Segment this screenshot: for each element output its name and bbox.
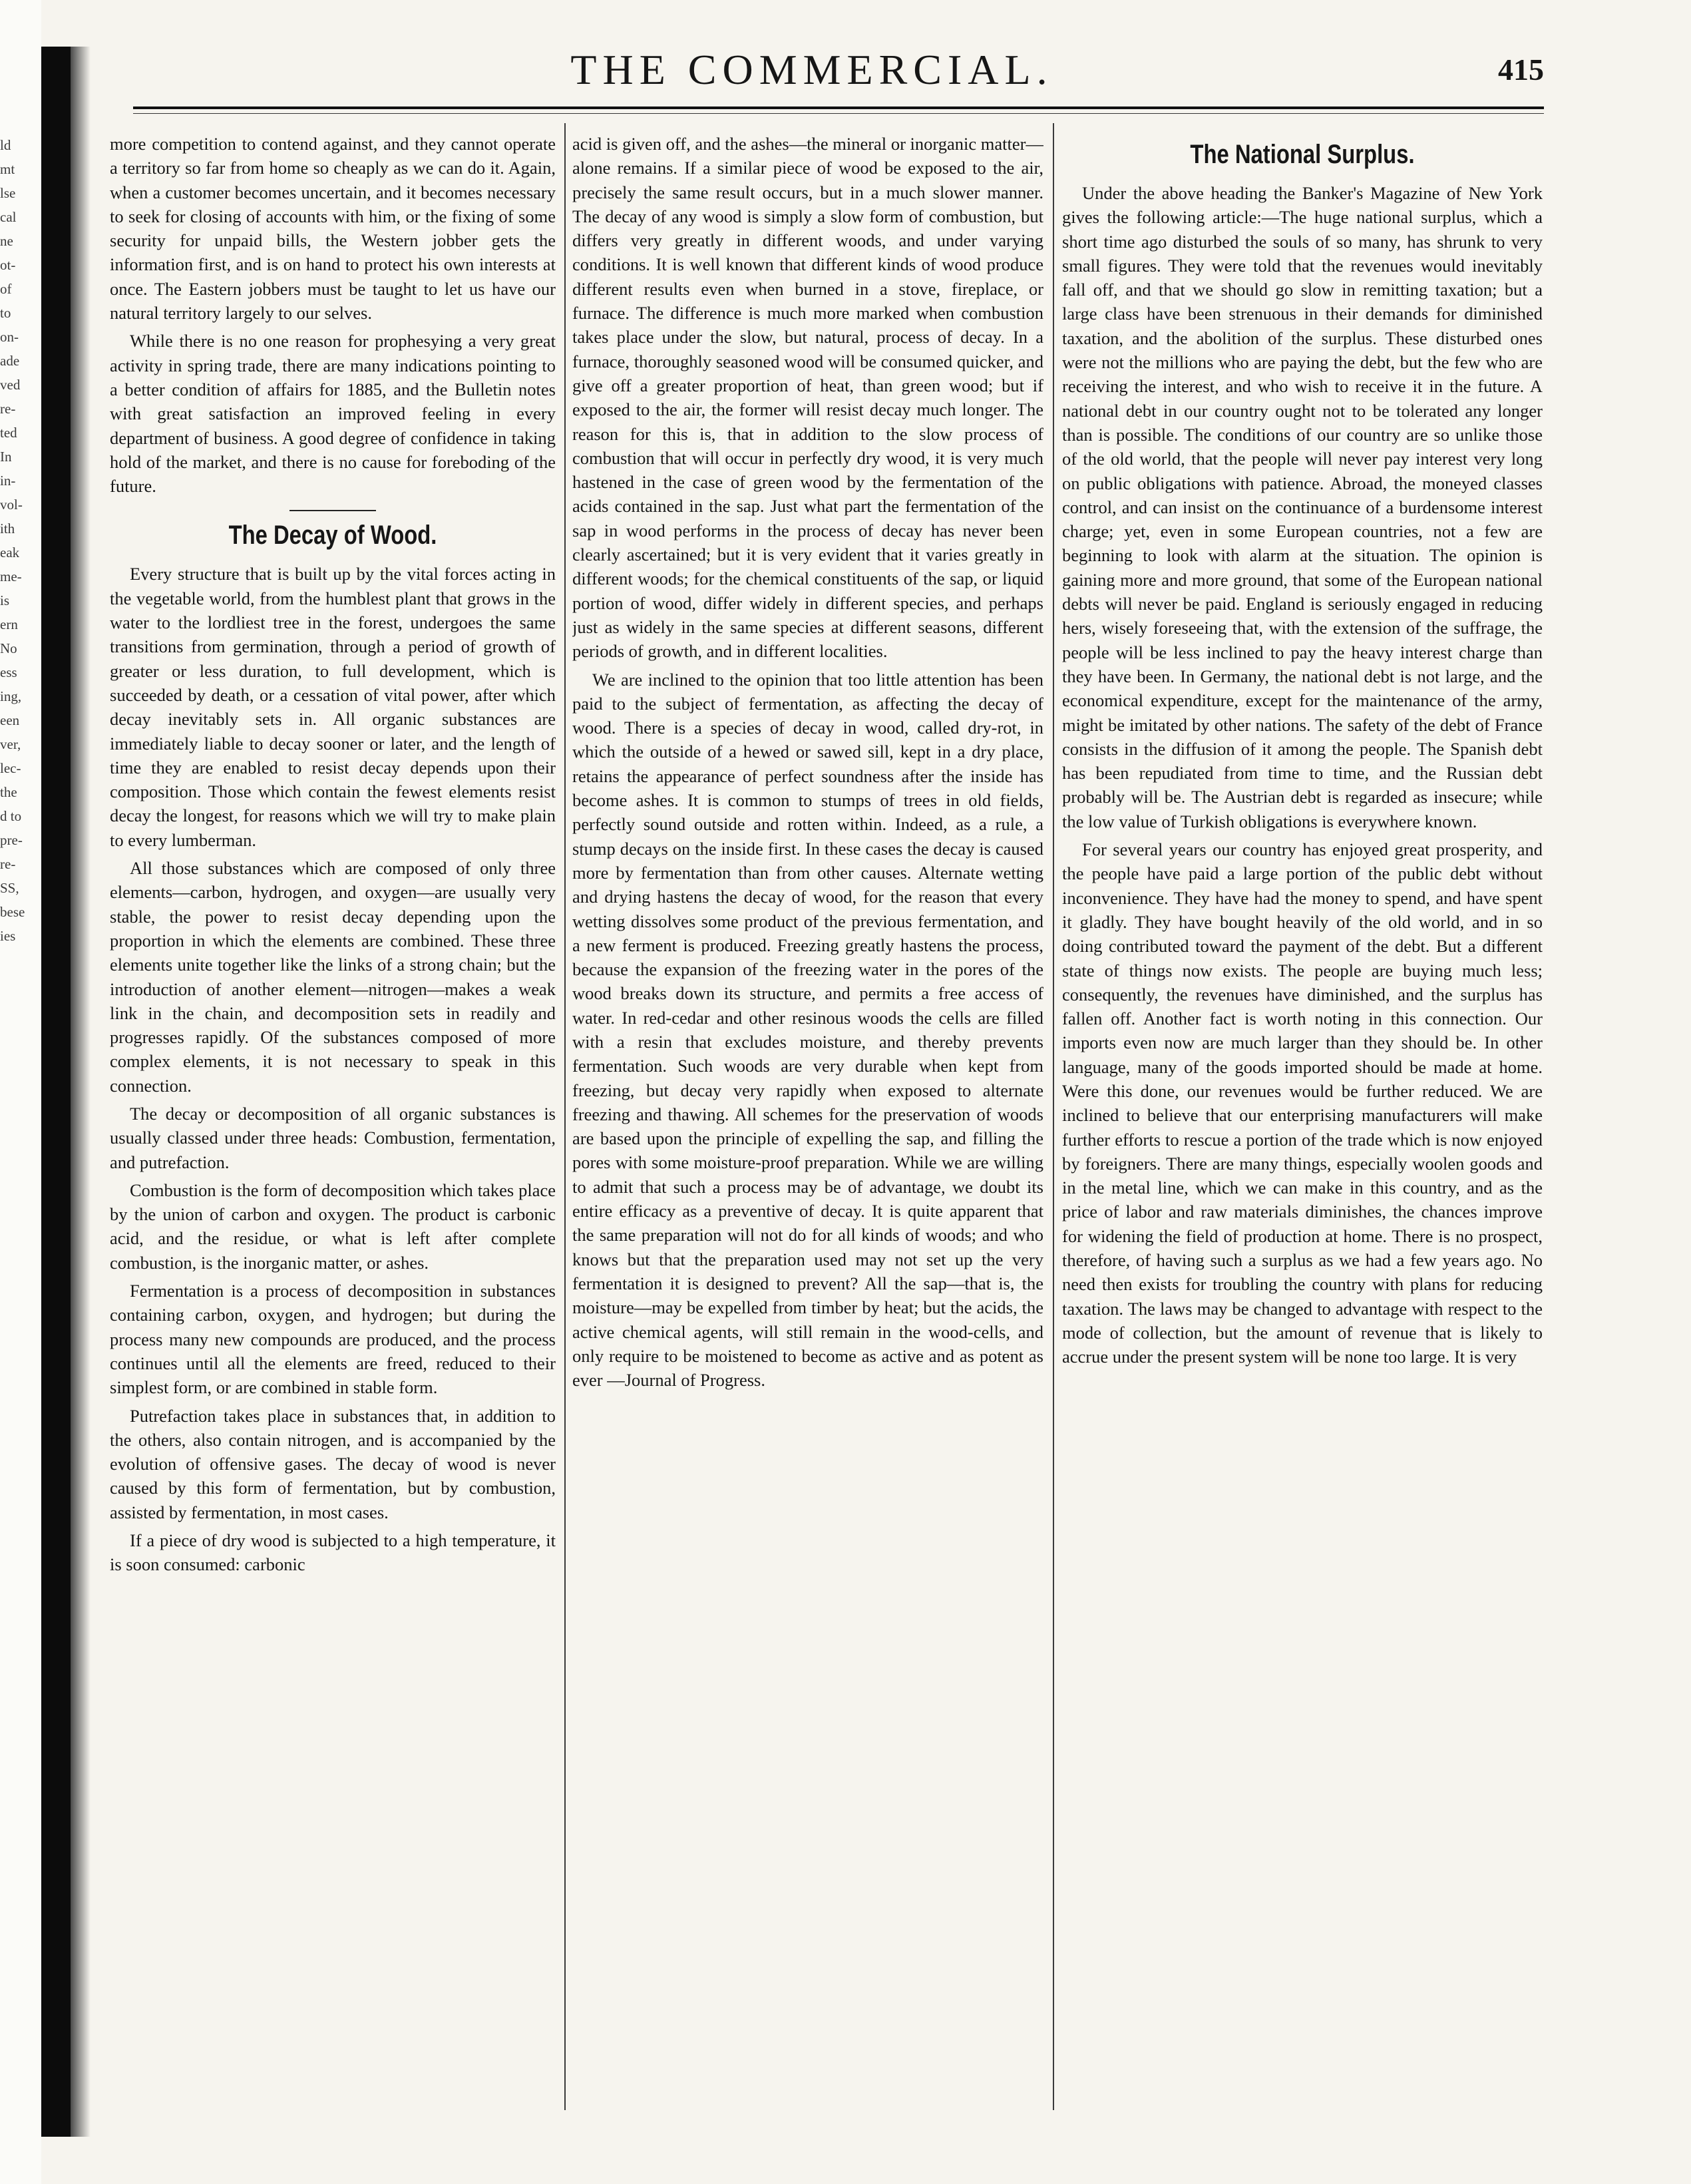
- gutter-fragment: ved: [0, 377, 21, 393]
- gutter-fragment: SS,: [0, 880, 19, 896]
- gutter-fragment: on-: [0, 329, 19, 345]
- article-headline-national-surplus: The National Surplus.: [1190, 140, 1415, 169]
- gutter-fragment: to: [0, 305, 11, 321]
- paragraph: Under the above heading the Banker's Magazine of New York gives the following article:—The huge national surplus, which a short time ago disturbed the souls of so many, has shrunk to very small figures. They were told that the revenues would inevitably fall off, and that we should go slow in remitting taxation; but a large class have been strenuous in their demands for diminished taxation, and the abolition of the surplus. These disturbed ones were not the millions who are paying the debt, but the few who are receiving the interest, and who wish to receive it in the future. A national debt in our country ought not to be tolerated any longer than is possible. The conditions of our country are so unlike those of the old world, that the people will never pay interest very long on public obligations with patience. Abroad, the moneyed classes control, and can insist on the continuance of a burdensome interest charge; yet, even in some European countries, not a few are beginning to look with alarm at the situation. The opinion is gaining more and more ground, that some of the European national debts will never be paid. England is seriously engaged in reducing hers, wisely foreseeing that, with the extension of the suffrage, the people will be less inclined to pay the heavy interest charge than they have been. In Germany, the national debt is not large, and the economical expenditure, except for the maintenance of the army, might be imitated by other nations. The safety of the debt of France consists in the diffusion of it among the people. The Spanish debt has been repudiated from time to time, and the Russian debt probably will be. The Austrian debt is regarded as insecure; while the low value of Turkish obligations is everywhere known.: [1062, 183, 1543, 831]
- header-rule: [133, 107, 1544, 109]
- column-divider: [564, 123, 566, 2110]
- column-3: [1062, 132, 1543, 2129]
- gutter-fragment: in-: [0, 473, 16, 489]
- gutter-fragment: vol-: [0, 497, 23, 513]
- binding-shadow: [41, 47, 71, 2137]
- gutter-fragment: ld: [0, 137, 11, 153]
- gutter-fragment: ade: [0, 353, 20, 369]
- gutter-fragment: ver,: [0, 736, 21, 752]
- paragraph: We are inclined to the opinion that too little attention has been paid to the subject of fermentation, as affecting the decay of wood. There is a species of decay in wood, called dry-rot, in which the outside of a hewed or sawed sill, kept in a dry place, retains the appearance of perfect soundness after the inside has become ashes. It is common to stumps of trees in old fields, perfectly sound outside and rotten within. Indeed, as a rule, a stump decays on the inside first. In these cases the decay is caused more by fermentation than from other causes. Alternate wetting and drying hastens the decay of wood, for the reason that every wetting dissolves some product of the previous fermentation, and a new ferment is produced. Freezing greatly hastens the process, because the expansion of the freezing water in the pores of the wood breaks down its structure, and permits a free access of water. In red-cedar and other resinous woods the cells are filled with a resin that excludes moisture, and thereby prevents fermentation. Such woods are very durable when kept from freezing, but decay very rapidly when exposed to alternate freezing and thawing. All schemes for the preservation of woods are based upon the principle of expelling the sap, and filling the pores with some moisture-proof preparation. While we are willing to admit that such a process may be of advantage, we doubt its entire efficacy as a preventive of decay. It is quite apparent that the same preparation will not do for all kinds of woods; and who knows but that the preparation used may not set up the very fermentation it is designed to prevent? All the sap—that is, the moisture—may be expelled from timber by heat; but the acids, the active chemical agents, will still remain in the wood-cells, and only require to be moistened to become as active and as potent as ever —Journal of Progress.: [572, 669, 1043, 1391]
- gutter-fragment: No: [0, 640, 17, 656]
- gutter-fragment: ith: [0, 521, 15, 537]
- binding-fade: [71, 47, 91, 2137]
- paragraph: If a piece of dry wood is subjected to a high temperature, it is soon consumed: carbonic: [110, 1530, 556, 1575]
- paragraph: While there is no one reason for prophesying a very great activity in spring trade, there are many indications pointing to a better condition of affairs for 1885, and the Bulletin notes with great satisfaction an improved feeling in every department of business. A good degree of confidence in taking hold of the market, and there is no cause for foreboding of the future.: [110, 331, 556, 497]
- gutter-fragment: of: [0, 281, 12, 297]
- gutter-fragment: ess: [0, 664, 17, 680]
- paragraph: more competition to contend against, and they cannot operate a territory so far from home so cheaply as we can do it. Again, when a customer becomes uncertain, and it becomes necessary to seek for closing of accounts with him, or the fixing of some security for unpaid bills, the Western jobber gets the information first, and is on hand to protect his own interests at once. The Eastern jobbers must be taught to let us have our natural territory largely to our selves.: [110, 134, 556, 324]
- paragraph: Putrefaction takes place in substances that, in addition to the others, also contain nitrogen, and is accompanied by the evolution of offensive gases. The decay of wood is never caused by this form of fermentation, but by combustion, assisted by fermentation, in most cases.: [110, 1405, 556, 1522]
- paragraph: For several years our country has enjoyed great prosperity, and the people have paid a large portion of the public debt without inconvenience. They have had the money to spend, and have spent it gladly. They have bought heavily of the old world, and in so doing contributed toward the payment of the debt. But a different state of things now exists. The people are buying much less; consequently, the revenues have diminished, and the surplus has fallen off. Another fact is worth noting in this connection. Our imports even now are much larger than they should be. In other language, many of the goods imported should be made at home. Were this done, our revenues would be further reduced. We are inclined to believe that our enterprising manufacturers will make further efforts to rescue a portion of the trade which is now enjoyed by foreigners. There are many things, especially woolen goods and in the metal line, which we can make in this country, and as the price of labor and raw materials diminishes, the chances improve for widening the field of production at home. There is no prospect, therefore, of having such a surplus as we had a few years ago. No need then exists for troubling the country with plans for reducing taxation. The laws may be changed to advantage with respect to the mode of collection, but the amount of revenue that is likely to accrue under the present system will be none too large. It is very: [1062, 839, 1543, 1367]
- gutter-fragment: pre-: [0, 832, 23, 848]
- gutter-fragment: een: [0, 712, 20, 728]
- gutter-fragment: re-: [0, 856, 16, 872]
- gutter-fragment: bese: [0, 904, 25, 920]
- page-header: [133, 40, 1544, 100]
- article-headline-decay-of-wood: The Decay of Wood.: [228, 521, 437, 550]
- gutter-fragment: ern: [0, 616, 18, 632]
- page-number: 415: [1498, 53, 1544, 87]
- paragraph: acid is given off, and the ashes—the mineral or inorganic matter—alone remains. If a similar piece of wood be exposed to the air, precisely the same result occurs, but in a much slower manner. The decay of any wood is simply a slow form of combustion, but differs very greatly in different woods, and under varying conditions. It is well known that different kinds of wood produce different results even when burned in a stove, fireplace, or furnace. The difference is much more marked when combustion takes place under the slow, but natural, process of decay. In a furnace, thoroughly seasoned wood will be consumed quicker, and give off a greater proportion of heat, than green wood; but if exposed to the air, the former will resist decay much longer. The reason for this is, that in addition to the slow process of combustion that will occur in perfectly dry wood, it is very much hastened in the case of green wood by the fermentation of the acids contained in the sap. Just what part the fermentation of the sap in wood performs in the process of decay has never been clearly ascertained; but it is very evident that it varies greatly in different woods; for the chemical constituents of the sap, or liquid portion of wood, differ widely in different species, and perhaps just as widely in the same species at different seasons, different periods of growth, and in different localities.: [572, 134, 1043, 662]
- gutter-fragment: d to: [0, 808, 22, 824]
- gutter-fragment: eak: [0, 545, 20, 560]
- gutter-fragment: ot-: [0, 257, 16, 273]
- gutter-fragment: is: [0, 592, 10, 608]
- gutter-fragment: ne: [0, 233, 13, 249]
- gutter-fragment: ies: [0, 928, 16, 944]
- column-2: [572, 132, 1043, 2129]
- gutter-fragment: lec-: [0, 760, 21, 776]
- paragraph: The decay or decomposition of all organic substances is usually classed under three heads: Combustion, fermentation, and putrefaction.: [110, 1103, 556, 1172]
- masthead-title: THE COMMERCIAL.: [570, 46, 1053, 93]
- gutter-fragment: cal: [0, 209, 17, 225]
- paragraph: Fermentation is a process of decomposition in substances containing carbon, oxygen, and hydrogen; but during the process many new compounds are produced, and the process continues until all the elements are freed, reduced to their simplest form, or are combined in stable form.: [110, 1281, 556, 1398]
- gutter-fragment: lse: [0, 185, 16, 201]
- header-rule-thin: [133, 113, 1544, 114]
- gutter-fragment: In: [0, 449, 12, 465]
- gutter-fragment: mt: [0, 161, 15, 177]
- paragraph: Every structure that is built up by the vital forces acting in the vegetable world, from the humblest plant that grows in the water to the lordliest tree in the forest, undergoes the same transitions from germination, through a period of growth of greater or less duration, to full development, which is succeeded by death, or a cessation of vital power, after which decay inevitably sets in. All organic substances are immediately liable to decay sooner or later, and the length of time they are enabled to resist decay depends upon their composition. Those which contain the fewest elements resist decay the longest, for reasons which we will try to make plain to every lumberman.: [110, 564, 556, 850]
- paragraph: Combustion is the form of decomposition which takes place by the union of carbon and oxygen. The product is carbonic acid, and the residue, or what is left after complete combustion, is the inorganic matter, or ashes.: [110, 1180, 556, 1273]
- paragraph: All those substances which are composed of only three elements—carbon, hydrogen, and oxygen—are usually very stable, the power to resist decay depending upon the proportion in which the elements are combined. These three elements unite together like the links of a strong chain; but the introduction of another element—nitrogen—makes a weak link in the chain, and decomposition sets in readily and progresses rapidly. Of the substances composed of more complex elements, it is not necessary to speak in this connection.: [110, 858, 556, 1096]
- column-1: [110, 132, 556, 2129]
- gutter-fragment: re-: [0, 401, 16, 417]
- gutter-fragment: ing,: [0, 688, 22, 704]
- column-divider: [1053, 123, 1054, 2110]
- gutter-fragment: ted: [0, 425, 17, 441]
- gutter-fragment: the: [0, 784, 17, 800]
- gutter-fragment: me-: [0, 568, 22, 584]
- section-separator: [289, 510, 376, 511]
